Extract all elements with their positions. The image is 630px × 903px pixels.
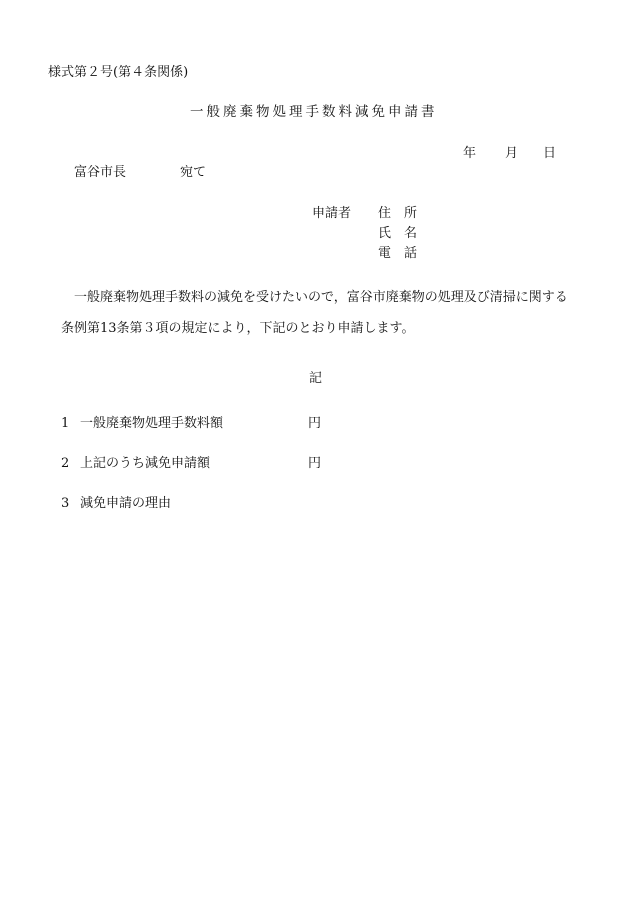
addressee-name: 富谷市長 [74, 165, 127, 180]
document-title: 一般廃棄物処理手数料減免申請書 [190, 104, 438, 120]
item-unit: 円 [308, 456, 322, 471]
body-line-1: 一般廃棄物処理手数料の減免を受けたいので，富谷市廃棄物の処理及び清掃に関する [74, 290, 568, 305]
item-number: 2 [61, 456, 70, 471]
addressee-suffix: 宛て [180, 165, 207, 180]
applicant-label: 申請者 [312, 206, 352, 221]
form-number: 様式第２号(第４条関係) [48, 65, 189, 80]
ki-heading: 記 [309, 371, 323, 386]
body-line-2: 条例第13条第３項の規定により，下記のとおり申請します。 [61, 321, 415, 336]
date-month: 月 [505, 146, 519, 161]
item-label: 減免申請の理由 [80, 496, 172, 511]
address-label: 住 所 [378, 206, 418, 221]
phone-label: 電 話 [378, 246, 418, 261]
item-label: 一般廃棄物処理手数料額 [80, 416, 224, 431]
item-unit: 円 [308, 416, 322, 431]
date-year: 年 [463, 146, 477, 161]
item-number: 3 [61, 496, 70, 511]
name-label: 氏 名 [378, 226, 418, 241]
date-day: 日 [543, 146, 557, 161]
item-label: 上記のうち減免申請額 [80, 456, 211, 471]
item-number: 1 [61, 416, 70, 431]
